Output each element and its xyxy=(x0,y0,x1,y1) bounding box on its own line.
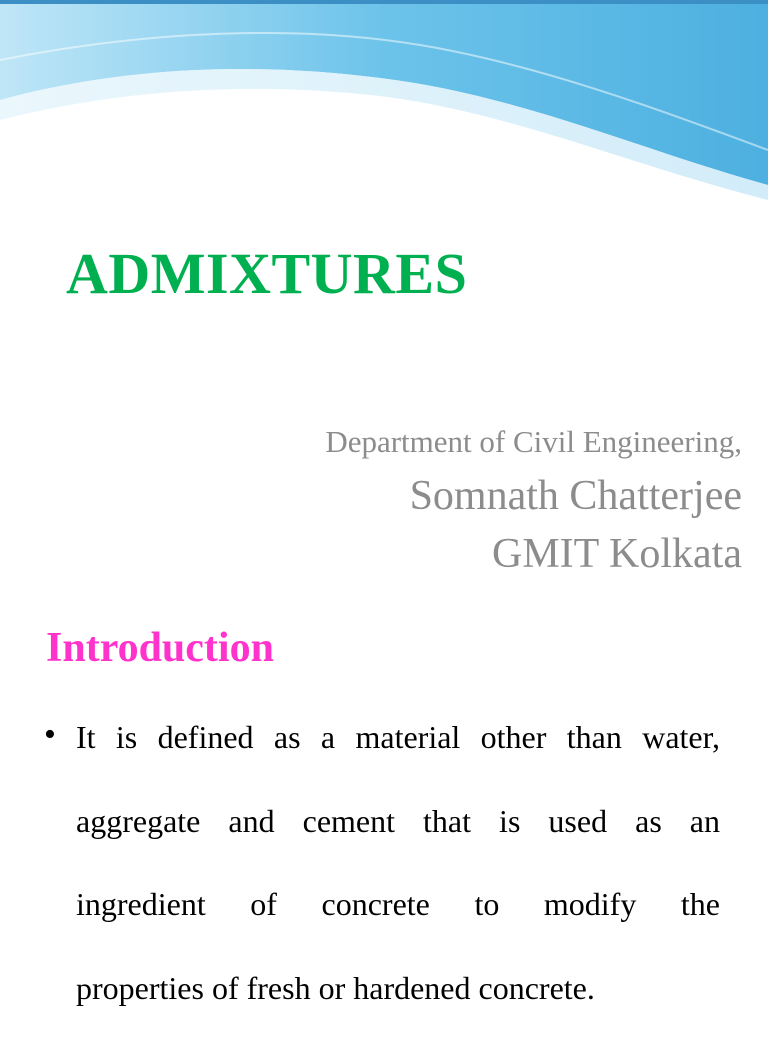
section-heading: Introduction xyxy=(46,624,274,672)
paragraph-line: properties of fresh or hardened concrete. xyxy=(76,967,720,1050)
bullet-paragraph xyxy=(76,716,720,1050)
paragraph-line: ingredient of concrete to modify the xyxy=(76,883,720,967)
paragraph-line: aggregate and cement that is used as an xyxy=(76,800,720,884)
institution-name: GMIT Kolkata xyxy=(492,530,742,578)
author-name: Somnath Chatterjee xyxy=(410,472,742,520)
header-wave-decoration xyxy=(0,0,768,200)
bullet-marker: • xyxy=(44,716,56,754)
department-text: Department of Civil Engineering, xyxy=(325,424,742,460)
slide-title: ADMIXTURES xyxy=(66,240,467,307)
paragraph-line: It is defined as a material other than water, xyxy=(76,716,720,800)
